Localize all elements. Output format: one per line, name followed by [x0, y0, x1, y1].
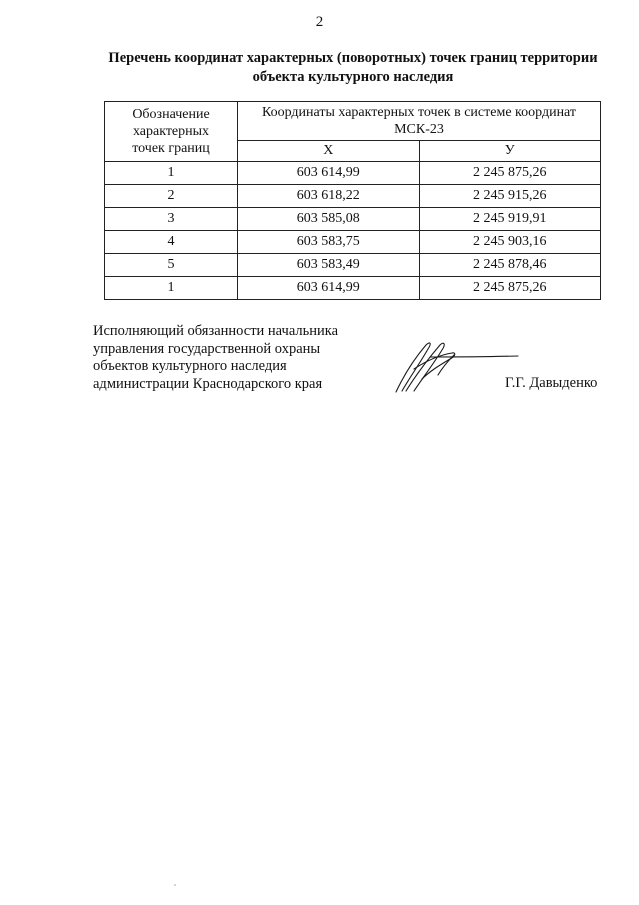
point-designation-header-line-1: Обозначение: [132, 107, 210, 122]
x-cell: 603 614,99: [238, 162, 420, 185]
y-cell: 2 245 915,26: [419, 185, 601, 208]
document-title: [88, 49, 618, 87]
y-cell: 2 245 919,91: [419, 208, 601, 231]
coordinates-system-header-line-2: МСК-23: [394, 122, 444, 137]
signatory-position-line-2: управления государственной охраны: [93, 340, 321, 357]
table-row: [105, 162, 601, 185]
signer-name: Г.Г. Давыденко: [505, 375, 598, 391]
document-title-line-1: Перечень координат характерных (поворотных) точек границ территории: [108, 50, 598, 66]
y-cell: 2 245 875,26: [419, 162, 601, 185]
point-cell: 1: [105, 277, 238, 300]
point-designation-header-line-3: точек границ: [132, 141, 210, 156]
point-cell: 5: [105, 254, 238, 277]
y-cell: 2 245 878,46: [419, 254, 601, 277]
table-header-row: [105, 102, 601, 141]
y-cell: 2 245 875,26: [419, 277, 601, 300]
point-cell: 1: [105, 162, 238, 185]
point-cell: 2: [105, 185, 238, 208]
y-column-header: У: [419, 141, 601, 162]
table-row: [105, 231, 601, 254]
table-row: [105, 277, 601, 300]
scan-dot: [174, 884, 176, 886]
table-row: [105, 208, 601, 231]
x-column-header: Х: [238, 141, 420, 162]
y-cell: 2 245 903,16: [419, 231, 601, 254]
page-number: 2: [315, 14, 324, 30]
point-designation-header-line-2: характерных: [132, 124, 210, 139]
signatory-position-line-4: администрации Краснодарского края: [93, 375, 323, 392]
x-cell: 603 583,49: [238, 254, 420, 277]
table-row: [105, 185, 601, 208]
x-cell: 603 614,99: [238, 277, 420, 300]
coordinates-table: [104, 101, 601, 300]
point-cell: 3: [105, 208, 238, 231]
table-row: [105, 254, 601, 277]
x-cell: 603 618,22: [238, 185, 420, 208]
signatory-position-line-3: объектов культурного наследия: [93, 358, 287, 374]
point-cell: 4: [105, 231, 238, 254]
handwritten-signature: [390, 335, 520, 395]
document-title-line-2: объекта культурного наследия: [252, 69, 454, 85]
x-cell: 603 583,75: [238, 231, 420, 254]
signatory-position-line-1: Исполняющий обязанности начальника: [93, 323, 339, 339]
point-designation-header: [105, 102, 238, 162]
coordinates-system-header: [238, 102, 601, 141]
x-cell: 603 585,08: [238, 208, 420, 231]
coordinates-system-header-line-1: Координаты характерных точек в системе координат: [261, 105, 577, 120]
signatory-position: [93, 323, 393, 393]
